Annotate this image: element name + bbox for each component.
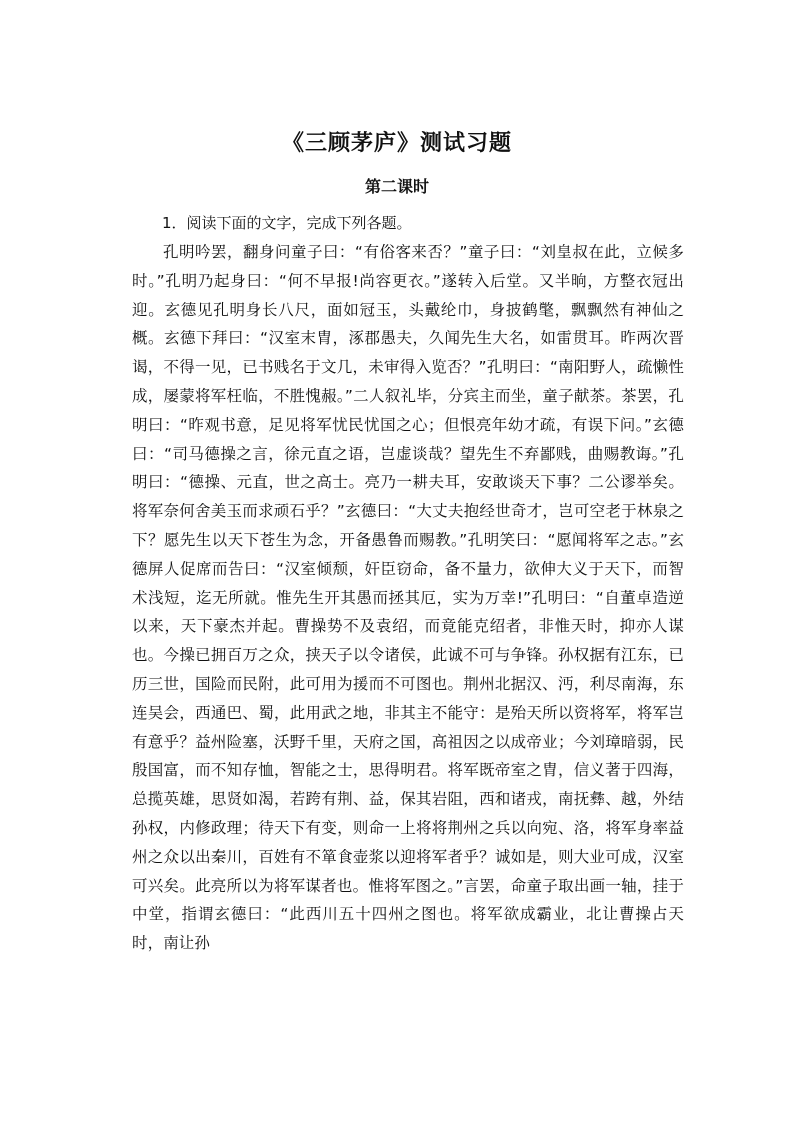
document-title: 《三顾茅庐》测试习题 [281,130,512,156]
question-prompt: 1．阅读下面的文字，完成下列各题。 [162,214,412,232]
passage-text: 孔明吟罢，翻身问童子曰：“有俗客来否？”童子曰：“刘皇叔在此，立候多时。”孔明乃起身曰：“何不早报!尚容更衣。”遂转入后堂。又半晌，方整衣冠出迎。玄德见孔明身长八尺，面如冠玉，头戴纶巾，身披鹤氅，飘飘然有神仙之概。玄德下拜曰：“汉室末胄，涿郡愚夫，久闻先生大名，如雷贯耳。昨两次晋谒，不得一见，已书贱名于文几，未审得入览否？”孔明曰：“南阳野人，疏懒性成，屡蒙将军枉临，不胜愧赧。”二人叙礼毕，分宾主而坐，童子献茶。茶罢，孔明曰：“昨观书意，足见将军忧民忧国之心；但恨亮年幼才疏，有误下问。”玄德曰：“司马德操之言，徐元直之语，岂虚谈哉？望先生不弃鄙贱，曲赐教诲。”孔明曰：“德操、元直，世之高士。亮乃一耕夫耳，安敢谈天下事？二公谬举矣。将军奈何舍美玉而求顽石乎？”玄德曰：“大丈夫抱经世奇才，岂可空老于林泉之下？愿先生以天下苍生为念，开备愚鲁而赐教。”孔明笑曰：“愿闻将军之志。”玄德屏人促席而告曰：“汉室倾颓，奸臣窃命，备不量力，欲伸大义于天下，而智术浅短，迄无所就。惟先生开其愚而拯其厄，实为万幸!”孔明曰：“自董卓造逆以来，天下豪杰并起。曹操势不及袁绍，而竟能克绍者，非惟天时，抑亦人谋也。今操已拥百万之众，挟天子以令诸侯，此诚不可与争锋。孙权据有江东，已历三世，国险而民附，此可用为援而不可图也。荆州北据汉、沔，利尽南海，东连吴会，西通巴、蜀，此用武之地，非其主不能守：是殆天所以资将军，将军岂有意乎？益州险塞，沃野千里，天府之国，高祖因之以成帝业；今刘璋暗弱，民殷国富，而不知存恤，智能之士，思得明君。将军既帝室之胄，信义著于四海，总揽英雄，思贤如渴，若跨有荆、益，保其岩阻，西和诸戎，南抚彝、越，外结孙权，内修政理；待天下有变，则命一上将将荆州之兵以向宛、洛，将军身率益州之众以出秦川，百姓有不箪食壶浆以迎将军者乎？诚如是，则大业可成，汉室可兴矣。此亮所以为将军谋者也。惟将军图之。”言罢，命童子取出画一轴，挂于中堂，指谓玄德曰：“此西川五十四州之图也。将军欲成霸业，北让曹操占天时，南让孙 [132,243,684,953]
document-subtitle: 第二课时 [364,177,429,196]
